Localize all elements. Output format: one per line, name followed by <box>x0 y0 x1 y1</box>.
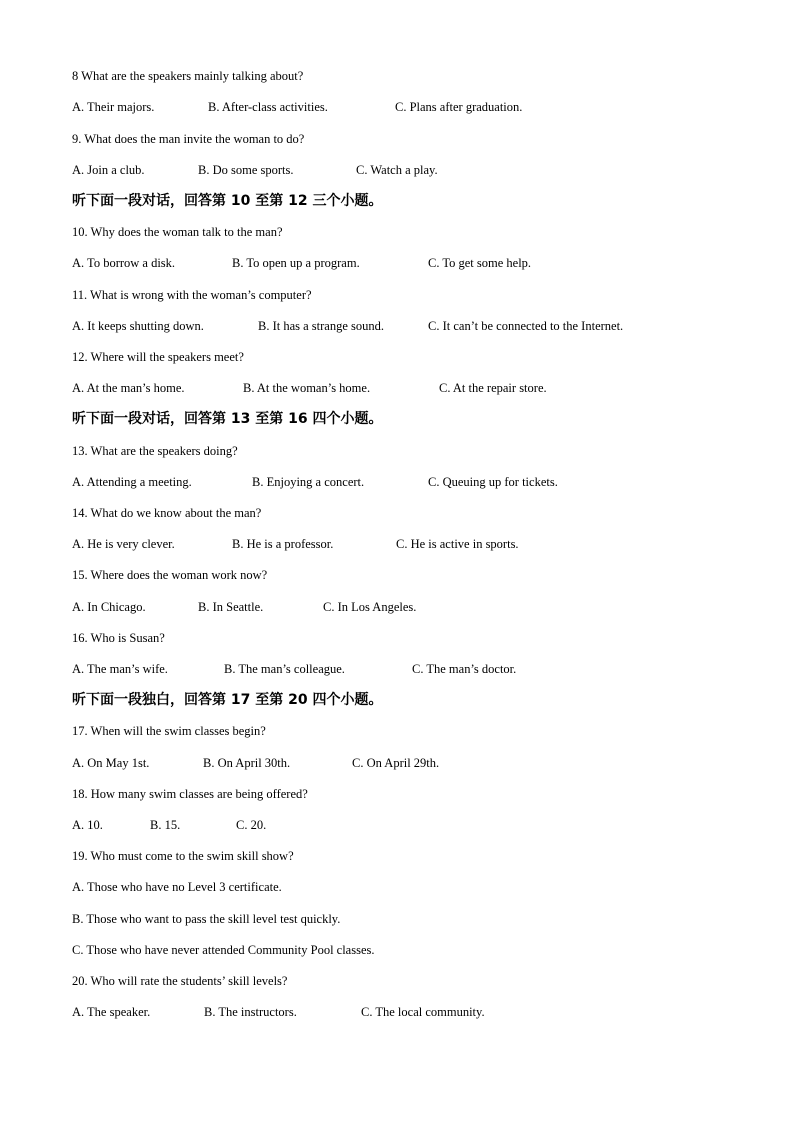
option-c: C. On April 29th. <box>352 756 440 770</box>
option-c: C. Watch a play. <box>356 163 438 177</box>
option-a: A. It keeps shutting down. <box>72 319 204 333</box>
option-c: C. In Los Angeles. <box>323 600 417 614</box>
option-a: A. 10. <box>72 818 103 832</box>
option-b: B. On April 30th. <box>203 756 291 770</box>
option-c: C. Plans after graduation. <box>395 100 523 114</box>
question-11-stem: 11. What is wrong with the woman’s computer? <box>72 288 312 302</box>
option-c: C. Queuing up for tickets. <box>428 475 558 489</box>
section-heading: 听下面一段对话，回答第 13 至第 16 四个小题。 <box>72 411 383 427</box>
option-b: B. The instructors. <box>204 1005 297 1019</box>
option-a: A. In Chicago. <box>72 600 146 614</box>
option-a: A. On May 1st. <box>72 756 150 770</box>
option-c: C. At the repair store. <box>439 381 547 395</box>
option-b: B. To open up a program. <box>232 256 360 270</box>
question-12-stem: 12. Where will the speakers meet? <box>72 350 244 364</box>
option-c: C. 20. <box>236 818 267 832</box>
section-heading: 听下面一段独白，回答第 17 至第 20 四个小题。 <box>72 692 383 708</box>
question-19-stem: 19. Who must come to the swim skill show? <box>72 849 294 863</box>
option-a: A. The speaker. <box>72 1005 151 1019</box>
option-a: A. Those who have no Level 3 certificate. <box>72 880 282 894</box>
option-a: A. At the man’s home. <box>72 381 185 395</box>
question-13-stem: 13. What are the speakers doing? <box>72 444 238 458</box>
option-a: A. Attending a meeting. <box>72 475 192 489</box>
option-b: B. He is a professor. <box>232 537 334 551</box>
question-9-stem: 9. What does the man invite the woman to do? <box>72 132 305 146</box>
option-a: A. Their majors. <box>72 100 155 114</box>
option-b: B. The man’s colleague. <box>224 662 345 676</box>
question-15-stem: 15. Where does the woman work now? <box>72 568 268 582</box>
option-b: B. It has a strange sound. <box>258 319 385 333</box>
option-b: B. Enjoying a concert. <box>252 475 365 489</box>
option-a: A. To borrow a disk. <box>72 256 176 270</box>
question-10-stem: 10. Why does the woman talk to the man? <box>72 225 283 239</box>
option-b: B. Do some sports. <box>198 163 294 177</box>
option-c: C. The man’s doctor. <box>412 662 517 676</box>
question-8-stem: 8 What are the speakers mainly talking about? <box>72 69 304 83</box>
question-14-stem: 14. What do we know about the man? <box>72 506 262 520</box>
option-c: C. Those who have never attended Community Pool classes. <box>72 943 375 957</box>
option-a: A. Join a club. <box>72 163 145 177</box>
option-c: C. He is active in sports. <box>396 537 519 551</box>
section-heading: 听下面一段对话，回答第 10 至第 12 三个小题。 <box>72 193 383 209</box>
option-a: A. He is very clever. <box>72 537 175 551</box>
option-b: B. 15. <box>150 818 181 832</box>
option-b: B. At the woman’s home. <box>243 381 371 395</box>
question-17-stem: 17. When will the swim classes begin? <box>72 724 266 738</box>
option-b: B. Those who want to pass the skill level test quickly. <box>72 912 341 926</box>
option-c: C. The local community. <box>361 1005 485 1019</box>
option-a: A. The man’s wife. <box>72 662 168 676</box>
option-c: C. To get some help. <box>428 256 532 270</box>
option-b: B. In Seattle. <box>198 600 264 614</box>
question-18-stem: 18. How many swim classes are being offered? <box>72 787 308 801</box>
question-16-stem: 16. Who is Susan? <box>72 631 165 645</box>
option-c: C. It can’t be connected to the Internet. <box>428 319 624 333</box>
option-b: B. After-class activities. <box>208 100 328 114</box>
question-20-stem: 20. Who will rate the students’ skill levels? <box>72 974 288 988</box>
